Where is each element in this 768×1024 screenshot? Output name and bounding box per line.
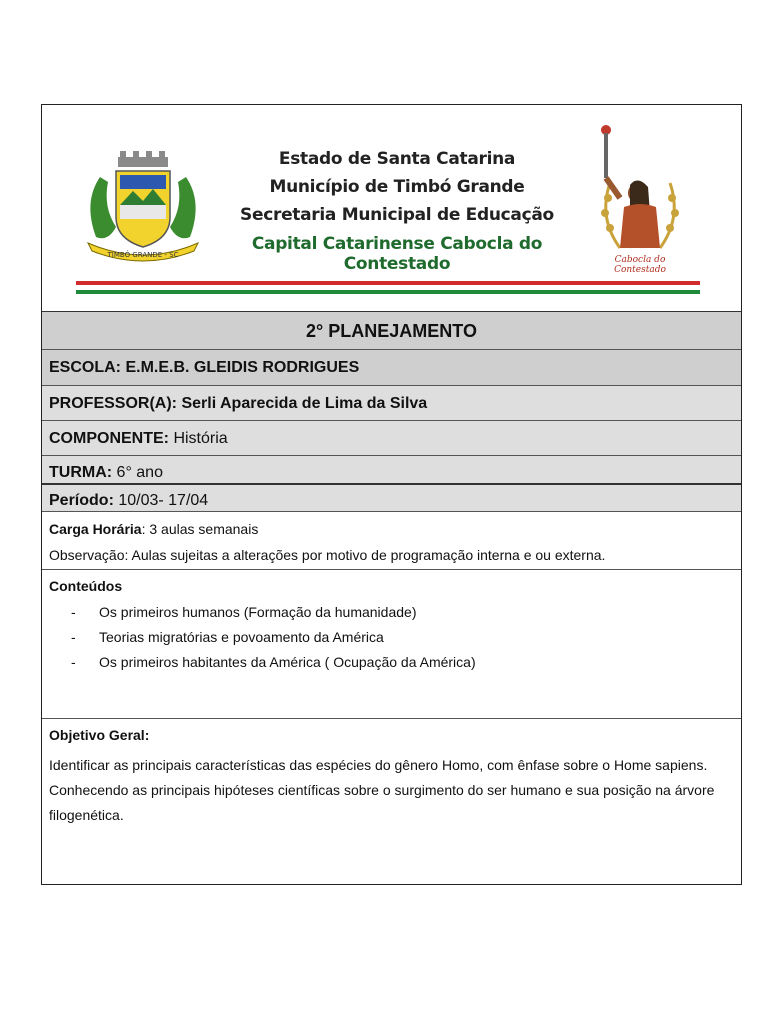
header-municipality-line: Município de Timbó Grande bbox=[269, 177, 525, 197]
list-item: - Os primeiros habitantes da América ( Ocupação da América) bbox=[49, 650, 734, 675]
carga-horaria-section bbox=[42, 512, 741, 570]
turma-row bbox=[42, 456, 741, 485]
crest-banner-text: TIMBÓ GRANDE - SC bbox=[107, 251, 179, 259]
conteudos-list bbox=[49, 600, 734, 675]
header-state-line: Estado de Santa Catarina bbox=[278, 149, 516, 169]
header-red-stripe bbox=[76, 281, 700, 285]
periodo-row bbox=[42, 485, 741, 512]
componente-value: História bbox=[169, 430, 228, 447]
emblem-caption: Cabocla do Contestado bbox=[614, 255, 666, 275]
objetivo-section bbox=[42, 719, 741, 885]
page-title: 2° PLANEJAMENTO bbox=[42, 312, 741, 350]
objetivo-text: Identificar as principais características das espécies do gênero Homo, com ênfase sobre o Home sapiens. Conhecendo as principais hipóteses científicas sobre o surgimento do ser humano e sua posição na árvore filogenética. bbox=[49, 757, 715, 823]
carga-value: : 3 aulas semanais bbox=[141, 521, 259, 537]
header-secretariat-line: Secretaria Municipal de Educação bbox=[240, 205, 554, 225]
periodo-value: 10/03- 17/04 bbox=[113, 492, 209, 509]
observacao-text: Observação: Aulas sujeitas a alterações por motivo de programação interna e ou externa. bbox=[49, 547, 606, 563]
header-green-stripe bbox=[76, 290, 700, 294]
header-slogan-line: Capital Catarinense Cabocla do Contestado bbox=[251, 234, 543, 274]
carga-label: Carga Horária bbox=[49, 521, 142, 537]
escola-row: ESCOLA: E.M.E.B. GLEIDIS RODRIGUES bbox=[42, 350, 741, 386]
periodo-label: Período: bbox=[49, 492, 114, 509]
document-header bbox=[42, 105, 741, 312]
list-item: - Os primeiros humanos (Formação da humanidade) bbox=[49, 600, 734, 625]
turma-label: TURMA: bbox=[49, 464, 113, 481]
conteudos-section bbox=[42, 570, 741, 719]
turma-value: 6° ano bbox=[112, 464, 163, 481]
componente-label: COMPONENTE: bbox=[49, 430, 169, 447]
cabocla-emblem bbox=[590, 123, 690, 268]
professor-row: PROFESSOR(A): Serli Aparecida de Lima da Silva bbox=[42, 386, 741, 421]
list-item: - Teorias migratórias e povoamento da América bbox=[49, 625, 734, 650]
componente-row bbox=[42, 421, 741, 456]
municipal-crest-logo bbox=[78, 147, 208, 265]
conteudos-heading: Conteúdos bbox=[49, 578, 123, 594]
planning-document bbox=[41, 104, 742, 885]
objetivo-heading: Objetivo Geral: bbox=[49, 727, 150, 743]
